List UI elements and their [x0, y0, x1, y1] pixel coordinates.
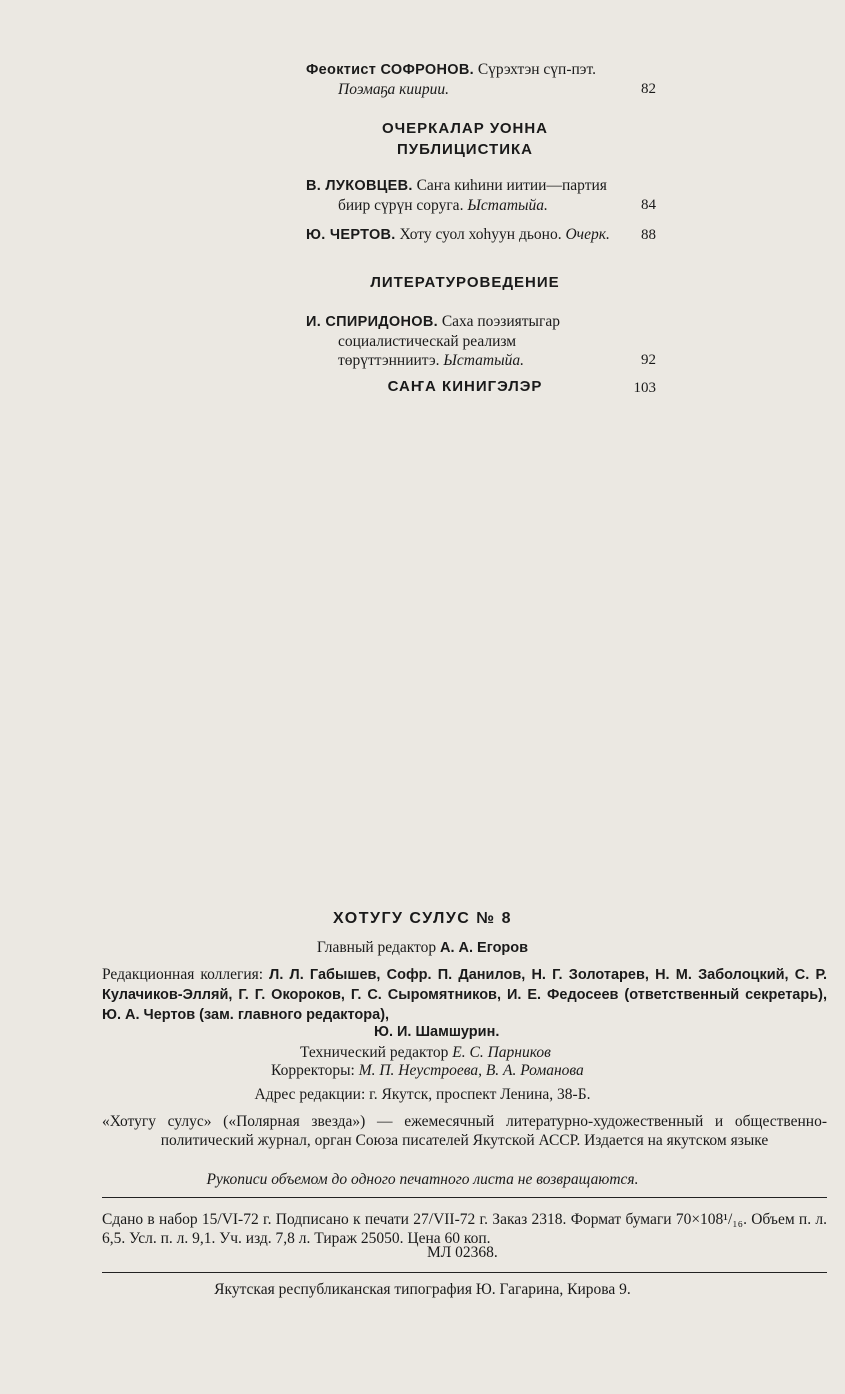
- toc-author: И. СПИРИДОНОВ.: [306, 314, 438, 330]
- section-heading-ocherk: [300, 118, 630, 160]
- proofreaders-line: [271, 1061, 584, 1080]
- toc-title: Саха поэзиятыгар социалистическай реализм төрүттэнниитэ.: [338, 313, 560, 369]
- editorial-board-members: Л. Л. Габышев, Софр. П. Данилов, Н. Г. Золотарев, Н. М. Заболоцкий, С. Р. Кулачиков-Элляй, Г. Г. Окороков, Г. С. Сыромятников, И. Е. Федосеев (ответственный секретарь), Ю. А. Чертов (зам. главного редактора),: [102, 967, 827, 1023]
- divider-bottom: [102, 1272, 827, 1273]
- section-heading-line: ПУБЛИЦИСТИКА: [397, 141, 533, 158]
- toc-entry-chertov: [306, 225, 656, 245]
- toc-subtitle: Очерк.: [565, 226, 610, 243]
- divider-top: [102, 1197, 827, 1198]
- toc-page-number: 84: [641, 197, 656, 213]
- editorial-address: Адрес редакции: г. Якутск, проспект Ленина, 38-Б.: [254, 1086, 591, 1103]
- editorial-board-last-member: Ю. И. Шамшурин.: [374, 1024, 500, 1040]
- chief-editor-name: А. А. Егоров: [440, 940, 529, 956]
- toc-title: Саҥа киһини иитии—партия биир сүрүн соруга.: [338, 177, 607, 214]
- print-info: Сдано в набор 15/VI-72 г. Подписано к печати 27/VII-72 г. Заказ 2318. Формат бумаги 70×108¹/₁₆. Объем п. л. 6,5. Усл. п. л. 9,1. Уч. изд. 7,8 л. Тираж 25050. Цена 60 коп.: [102, 1211, 827, 1247]
- editorial-board-label: Редакционная коллегия:: [102, 966, 270, 983]
- toc-title: Сүрэхтэн сүп-пэт.: [473, 61, 596, 78]
- chief-editor-line: [0, 938, 845, 958]
- section-heading-line: ОЧЕРКАЛАР УОННА: [381, 120, 549, 137]
- chief-editor-label: Главный редактор: [316, 939, 440, 956]
- toc-page-number: 92: [641, 352, 656, 368]
- toc-page-number: 88: [641, 227, 656, 243]
- manuscripts-notice: Рукописи объемом до одного печатного листа не возвращаются.: [206, 1171, 639, 1188]
- journal-description: «Хотугу сулус» («Полярная звезда») — ежемесячный литературно-художественный и общественно-политический журнал, орган Союза писателей Якутской АССР. Издается на якутском языке: [102, 1113, 827, 1149]
- toc-author: Феоктист СОФРОНОВ.: [306, 62, 474, 78]
- technical-editor-name: Е. С. Парников: [452, 1044, 551, 1061]
- toc-entry-sofronov: [306, 60, 656, 99]
- proofreaders-names: М. П. Неустроева, В. А. Романова: [358, 1062, 584, 1079]
- editorial-board: [102, 965, 827, 1025]
- section-heading-sana-kinigeler: САҤА КИНИГЭЛЭР: [387, 378, 543, 395]
- toc-entry-spiridonov: [306, 312, 656, 370]
- section-heading-literaturovedenie: ЛИТЕРАТУРОВЕДЕНИЕ: [370, 274, 560, 291]
- toc-subtitle: Ыстатыйа.: [467, 197, 548, 214]
- editorial-board-last: [374, 1022, 499, 1042]
- toc-entry-lukovtsev: [306, 176, 656, 215]
- toc-subtitle: Поэмаҕа киирии.: [338, 81, 450, 98]
- toc-author: В. ЛУКОВЦЕВ.: [306, 178, 413, 194]
- technical-editor-label: Технический редактор: [300, 1044, 453, 1061]
- toc-author: Ю. ЧЕРТОВ.: [306, 227, 396, 243]
- imprint-title: ХОТУГУ СУЛУС № 8: [333, 910, 512, 927]
- technical-editor-line: [300, 1043, 551, 1062]
- proofreaders-label: Корректоры:: [271, 1062, 359, 1079]
- toc-title: Хоту суол хоһуун дьоно.: [395, 226, 566, 243]
- toc-page-number: 82: [641, 81, 656, 97]
- toc-subtitle: Ыстатыйа.: [443, 352, 524, 369]
- toc-page-number: 103: [633, 380, 656, 396]
- print-code: МЛ 02368.: [427, 1244, 498, 1261]
- printer-info: Якутская республиканская типография Ю. Гагарина, Кирова 9.: [214, 1281, 631, 1298]
